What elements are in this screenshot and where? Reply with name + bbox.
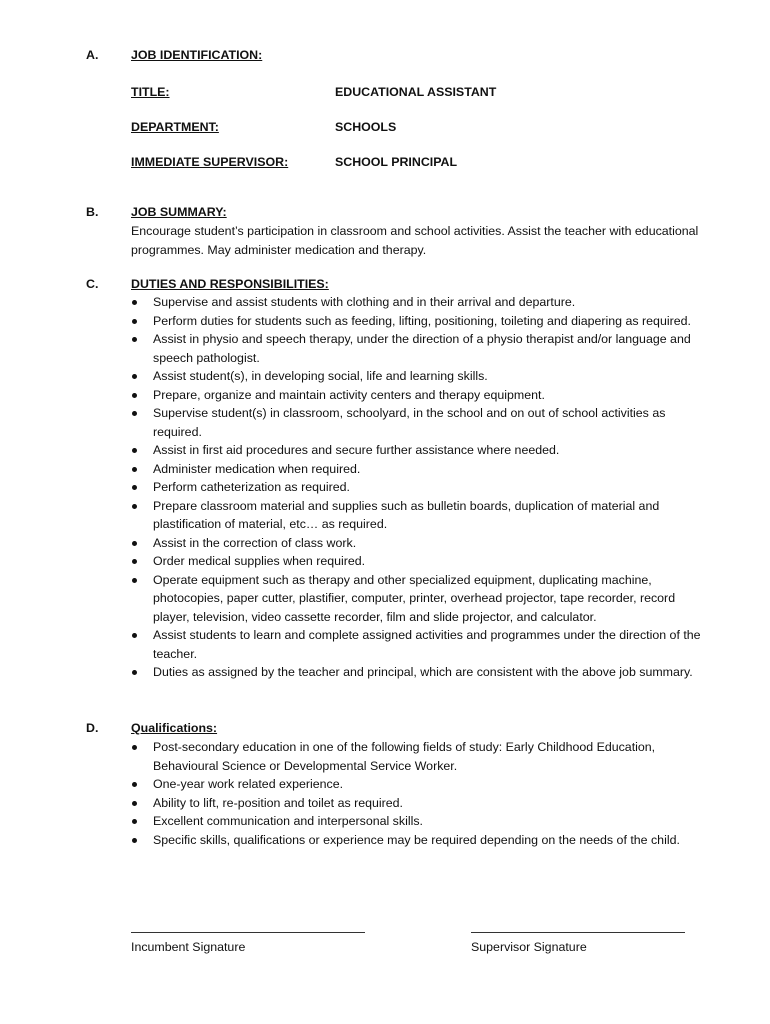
bullet-icon xyxy=(132,337,137,342)
list-item xyxy=(131,794,711,813)
bullet-icon xyxy=(132,448,137,453)
bullet-icon xyxy=(132,485,137,490)
title-label: TITLE: xyxy=(131,85,170,99)
bullet-icon xyxy=(132,838,137,843)
supervisor-value: SCHOOL PRINCIPAL xyxy=(335,155,458,169)
list-item xyxy=(131,831,711,850)
bullet-icon xyxy=(132,578,137,583)
list-item xyxy=(131,626,711,663)
bullet-icon xyxy=(132,559,137,564)
list-item xyxy=(131,330,711,367)
list-item-text: Assist student(s), in developing social, life and learning skills. xyxy=(153,369,488,383)
list-item-text: Ability to lift, re-position and toilet as required. xyxy=(153,795,404,810)
bullet-icon xyxy=(132,504,137,509)
bullet-icon xyxy=(132,411,137,416)
list-item xyxy=(131,460,711,479)
supervisor-label: IMMEDIATE SUPERVISOR: xyxy=(131,155,289,169)
section-b-heading: JOB SUMMARY: xyxy=(131,205,227,219)
list-item-text: Prepare classroom material and supplies such as bulletin boards, duplication of material and plastification of material, etc… as required. xyxy=(153,498,660,531)
section-d-heading: Qualifications: xyxy=(131,721,218,735)
list-item-text: Assist in first aid procedures and secure further assistance where needed. xyxy=(153,443,560,457)
list-item xyxy=(131,497,711,534)
section-d-letter: D. xyxy=(86,721,99,735)
bullet-icon xyxy=(132,782,137,787)
list-item-text: Supervise and assist students with clothing and in their arrival and departure. xyxy=(153,295,576,309)
department-label: DEPARTMENT: xyxy=(131,120,219,134)
list-item xyxy=(131,441,711,460)
incumbent-signature-line xyxy=(131,932,365,933)
list-item xyxy=(131,386,711,405)
list-item-text: Administer medication when required. xyxy=(153,461,361,476)
bullet-icon xyxy=(132,467,137,472)
list-item-text: Specific skills, qualifications or experience may be required depending on the needs of the child. xyxy=(153,832,680,847)
list-item-text: Assist in physio and speech therapy, under the direction of a physio therapist and/or language and speech pathologist. xyxy=(153,332,691,365)
list-item xyxy=(131,775,711,794)
list-item xyxy=(131,571,711,627)
list-item-text: One-year work related experience. xyxy=(153,777,344,791)
bullet-icon xyxy=(132,374,137,379)
bullet-icon xyxy=(132,745,137,750)
incumbent-signature-label: Incumbent Signature xyxy=(131,940,246,954)
job-summary-text: Encourage student’s participation in classroom and school activities. Assist the teacher with educational programmes. May administer medication and therapy. xyxy=(131,224,699,257)
bullet-icon xyxy=(132,541,137,546)
list-item-text: Perform catheterization as required. xyxy=(153,480,350,494)
list-item xyxy=(131,663,711,682)
bullet-icon xyxy=(132,319,137,324)
bullet-icon xyxy=(132,670,137,675)
list-item-text: Operate equipment such as therapy and other specialized equipment, duplicating machine, photocopies, paper cutter, plastifier, computer, printer, overhead projector, tape recorder, record player, television, video cassette recorder, film and slide projector, and calculator. xyxy=(153,572,676,624)
list-item-text: Supervise student(s) in classroom, schoolyard, in the school and on out of school activities as required. xyxy=(153,406,666,439)
list-item xyxy=(131,478,711,497)
title-value: EDUCATIONAL ASSISTANT xyxy=(335,85,497,99)
list-item xyxy=(131,738,711,775)
list-item xyxy=(131,404,711,441)
section-a-heading: JOB IDENTIFICATION: xyxy=(131,48,263,62)
bullet-icon xyxy=(132,393,137,398)
list-item xyxy=(131,293,711,312)
bullet-icon xyxy=(132,633,137,638)
supervisor-signature-label: Supervisor Signature xyxy=(471,940,587,954)
bullet-icon xyxy=(132,819,137,824)
duties-list xyxy=(131,293,711,682)
section-b-letter: B. xyxy=(86,205,99,219)
list-item xyxy=(131,312,711,331)
section-c-heading: DUTIES AND RESPONSIBILITIES: xyxy=(131,277,329,291)
list-item-text: Order medical supplies when required. xyxy=(153,554,366,568)
list-item xyxy=(131,367,711,386)
qualifications-list xyxy=(131,738,711,849)
list-item-text: Perform duties for students such as feeding, lifting, positioning, toileting and diapering as required. xyxy=(153,313,691,328)
list-item-text: Assist in the correction of class work. xyxy=(153,535,357,550)
list-item-text: Duties as assigned by the teacher and principal, which are consistent with the above job summary. xyxy=(153,665,693,679)
department-value: SCHOOLS xyxy=(335,120,397,134)
list-item-text: Post-secondary education in one of the following fields of study: Early Childhood Education, Behavioural Science or Developmental Service Worker. xyxy=(153,740,656,773)
bullet-icon xyxy=(132,801,137,806)
bullet-icon xyxy=(132,300,137,305)
list-item-text: Prepare, organize and maintain activity centers and therapy equipment. xyxy=(153,387,545,402)
list-item xyxy=(131,534,711,553)
list-item xyxy=(131,812,711,831)
list-item-text: Assist students to learn and complete assigned activities and programmes under the direction of the teacher. xyxy=(153,628,701,661)
supervisor-signature-line xyxy=(471,932,685,933)
list-item xyxy=(131,552,711,571)
section-a-letter: A. xyxy=(86,48,99,62)
section-c-letter: C. xyxy=(86,277,99,291)
list-item-text: Excellent communication and interpersonal skills. xyxy=(153,814,423,828)
